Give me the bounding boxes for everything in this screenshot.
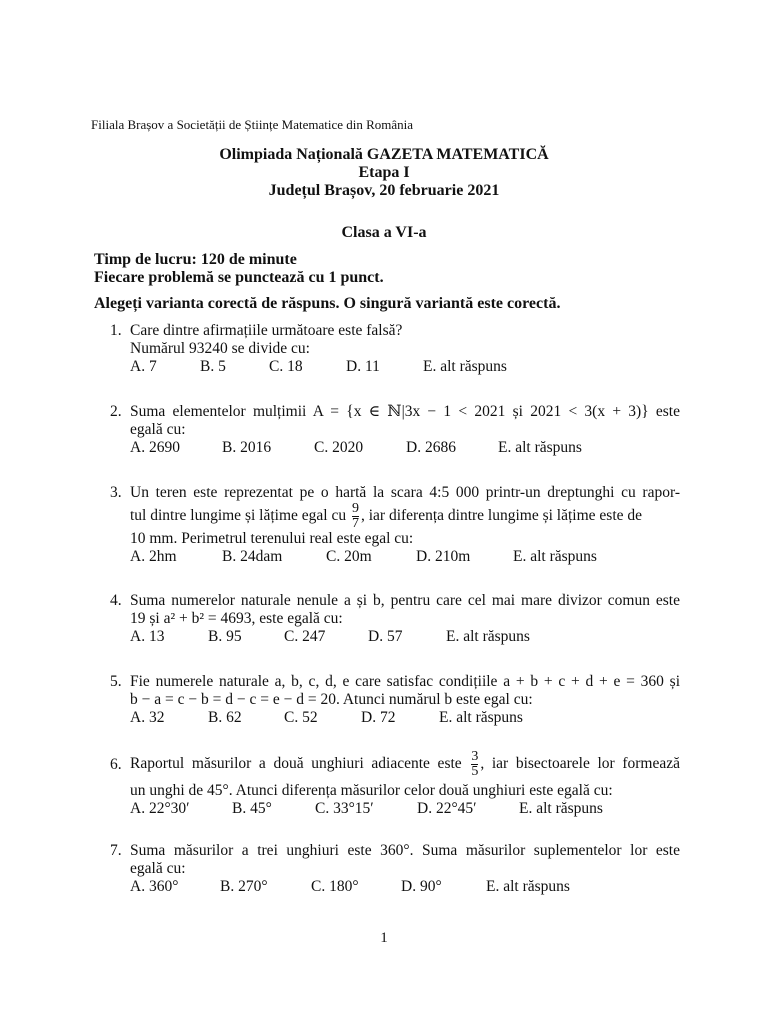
question-text: un unghi de 45°. Atunci diferența măsurilor celor două unghiuri este egală cu: [130,782,613,799]
text-segment: , iar bisectoarele lor formează [480,755,681,772]
option-a: A. 2hm [130,548,177,565]
option-a: A. 2690 [130,439,180,456]
question-number: 4. [110,592,122,609]
option-e: E. alt răspuns [513,548,597,565]
fraction-9-7 [352,502,359,531]
question-text: egală cu: [130,860,186,877]
question-number: 2. [110,403,122,420]
question-text: Numărul 93240 se divide cu: [130,340,310,357]
option-d: D. 210m [416,548,471,565]
question-text: Un teren este reprezentat pe o hartă la scara 4:5 000 printr-un dreptunghi cu rapor- [130,484,680,501]
question-text: Suma măsurilor a trei unghiuri este 360°. Suma măsurilor suplementelor lor este [130,842,680,859]
option-c: C. 18 [269,358,303,375]
fraction-denominator: 5 [471,763,479,779]
option-e: E. alt răspuns [498,439,582,456]
option-b: B. 62 [208,709,242,726]
fraction-3-5 [471,750,478,779]
option-c: C. 33°15′ [315,800,374,817]
option-c: C. 247 [284,628,326,645]
option-b: B. 95 [208,628,242,645]
option-d: D. 2686 [406,439,456,456]
option-c: C. 180° [311,878,359,895]
question-text: 10 mm. Perimetrul terenului real este egal cu: [130,530,414,547]
scoring-instruction: Fiecare problemă se punctează cu 1 punct. [94,269,384,286]
question-text: Fie numerele naturale a, b, c, d, e care satisfac condițiile a + b + c + d + e = 360 și [130,673,680,690]
fraction-denominator: 7 [351,516,359,531]
answer-options [130,709,680,727]
option-d: D. 22°45′ [417,800,477,817]
text-segment: , iar diferența dintre lungime și lățime este de [360,507,643,525]
question-text-with-fraction [130,502,680,530]
option-c: C. 2020 [314,439,364,456]
question-number: 1. [110,322,122,339]
option-b: B. 270° [220,878,268,895]
answer-options [130,878,680,896]
option-c: C. 20m [326,548,372,565]
question-text: 19 și a² + b² = 4693, este egală cu: [130,610,343,627]
question-text: Care dintre afirmațiile următoare este falsă? [130,322,403,339]
question-number: 3. [110,484,122,501]
answer-options [130,358,680,376]
option-e: E. alt răspuns [486,878,570,895]
option-a: A. 360° [130,878,179,895]
option-d: D. 57 [368,628,403,645]
option-a: A. 22°30′ [130,800,190,817]
choose-instruction: Alegeți varianta corectă de răspuns. O singură variantă este corectă. [94,295,561,312]
option-b: B. 5 [200,358,226,375]
option-b: B. 2016 [222,439,272,456]
question-text: b − a = c − b = d − c = e − d = 20. Atunci numărul b este egal cu: [130,691,533,708]
question-number: 6. [110,756,122,773]
text-segment: Raportul măsurilor a două unghiuri adiacente este [130,755,462,772]
stage-title: Etapa I [358,164,410,181]
fraction-numerator: 9 [351,501,359,516]
option-d: D. 11 [346,358,380,375]
question-text: Suma numerelor naturale nenule a și b, pentru care cel mai mare divizor comun este [130,592,680,609]
answer-options [130,800,680,818]
answer-options [130,628,680,646]
option-c: C. 52 [284,709,318,726]
grade-title: Clasa a VI-a [341,224,427,241]
option-e: E. alt răspuns [423,358,507,375]
text-segment: tul dintre lungime și lățime egal cu [130,507,347,525]
option-e: E. alt răspuns [519,800,603,817]
question-text: Suma elementelor mulțimii A = {x ∈ ℕ|3x − 1 < 2021 și 2021 < 3(x + 3)} este [130,403,680,420]
question-text: egală cu: [130,421,186,438]
page-number: 1 [380,930,388,946]
question-number: 5. [110,673,122,690]
time-instruction: Timp de lucru: 120 de minute [94,251,297,268]
option-e: E. alt răspuns [446,628,530,645]
question-number: 7. [110,842,122,859]
society-header: Filiala Brașov a Societății de Științe Matematice din România [91,117,414,132]
option-a: A. 7 [130,358,157,375]
olympiad-title: Olimpiada Națională GAZETA MATEMATICĂ [219,146,549,163]
option-a: A. 13 [130,628,165,645]
option-b: B. 24dam [222,548,283,565]
option-e: E. alt răspuns [439,709,523,726]
county-date-title: Județul Brașov, 20 februarie 2021 [268,182,500,199]
question-text-with-fraction [130,746,680,782]
answer-options [130,439,680,457]
option-a: A. 32 [130,709,165,726]
fraction-numerator: 3 [471,748,479,764]
answer-options [130,548,680,566]
option-b: B. 45° [232,800,272,817]
option-d: D. 90° [401,878,442,895]
option-d: D. 72 [361,709,396,726]
